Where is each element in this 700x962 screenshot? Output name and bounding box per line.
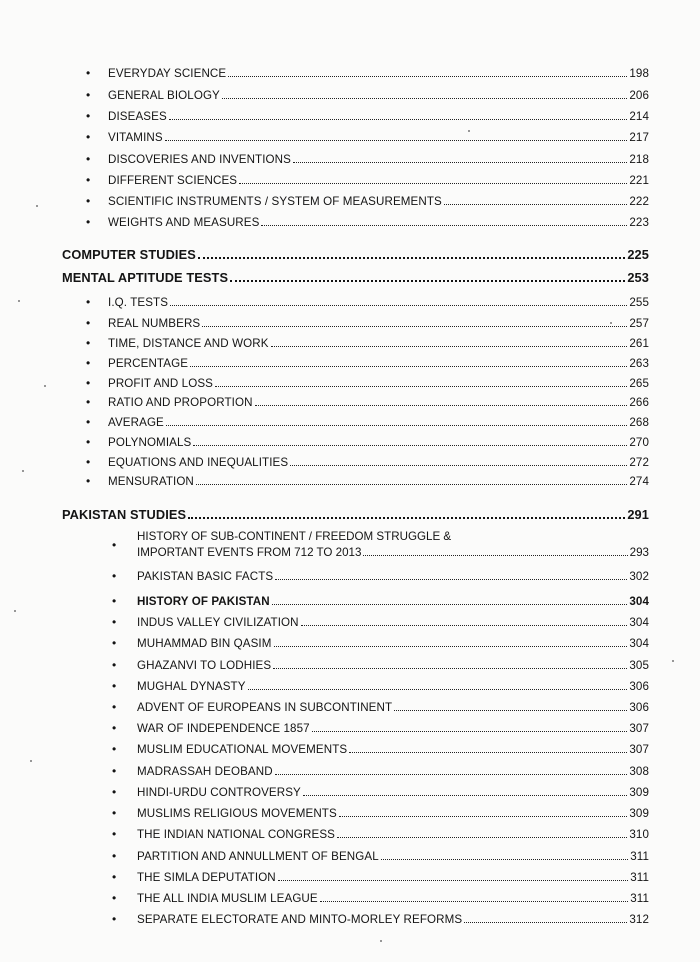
toc-item-page: 270 — [629, 436, 649, 449]
dot-leader — [255, 405, 628, 406]
bullet-icon: • — [86, 152, 91, 166]
toc-item-history-of-pakistan[interactable] — [112, 592, 649, 608]
toc-item-page: 257 — [629, 317, 649, 330]
toc-item-label: GHAZANVI TO LODHIES — [137, 659, 272, 672]
toc-item-national-congress[interactable] — [112, 825, 649, 841]
toc-item-page: 306 — [629, 701, 649, 714]
toc-item-label: MUSLIM EDUCATIONAL MOVEMENTS — [137, 743, 348, 756]
toc-item-simla-deputation[interactable] — [112, 868, 649, 884]
dot-leader — [320, 901, 628, 902]
toc-item-label: SEPARATE ELECTORATE AND MINTO-MORLEY REFORMS — [137, 913, 463, 926]
scan-speck — [610, 322, 612, 324]
bullet-icon: • — [112, 849, 117, 863]
dot-leader — [188, 517, 625, 519]
bullet-icon: • — [86, 356, 91, 370]
bullet-icon: • — [112, 569, 117, 583]
dot-leader — [349, 752, 627, 753]
toc-item-page: 310 — [629, 828, 649, 841]
scan-speck — [22, 470, 24, 472]
dot-leader — [339, 816, 628, 817]
toc-item-educational-movements[interactable] — [112, 740, 649, 756]
toc-item-diseases[interactable] — [86, 107, 649, 123]
dot-leader — [198, 257, 626, 259]
toc-item-label: TIME, DISTANCE AND WORK — [108, 337, 269, 350]
dot-leader — [301, 625, 628, 626]
dot-leader — [444, 204, 627, 205]
toc-item-page: 221 — [629, 174, 649, 187]
toc-item-page: 304 — [629, 595, 649, 608]
toc-item-page: 305 — [629, 659, 649, 672]
toc-item-war-of-independence[interactable] — [112, 719, 649, 735]
dot-leader — [193, 445, 627, 446]
toc-item-percentage[interactable] — [86, 354, 649, 370]
toc-item-label: PAKISTAN BASIC FACTS — [137, 570, 274, 583]
toc-item-mensuration[interactable] — [86, 472, 649, 488]
toc-item-label: SCIENTIFIC INSTRUMENTS / SYSTEM OF MEASUREMENTS — [108, 195, 442, 208]
toc-item-page: 218 — [629, 153, 649, 166]
toc-item-religious-movements[interactable] — [112, 804, 649, 820]
bullet-icon: • — [86, 316, 91, 330]
bullet-icon: • — [86, 455, 91, 469]
dot-leader — [290, 465, 627, 466]
toc-item-label: MADRASSAH DEOBAND — [137, 765, 273, 778]
toc-item-page: 311 — [630, 892, 649, 905]
toc-item-label: VITAMINS — [108, 131, 163, 144]
toc-item-page: 312 — [629, 913, 649, 926]
toc-item-equations-inequalities[interactable] — [86, 453, 649, 469]
toc-item-label: RATIO AND PROPORTION — [108, 396, 253, 409]
toc-item-time-distance-work[interactable] — [86, 334, 649, 350]
toc-item-page: 274 — [629, 475, 649, 488]
toc-item-page: 308 — [629, 765, 649, 778]
bullet-icon: • — [112, 594, 117, 608]
toc-item-iq-tests[interactable] — [86, 293, 649, 309]
toc-item-label: HINDI-URDU CONTROVERSY — [137, 786, 301, 799]
scan-speck — [380, 940, 382, 942]
bullet-icon: • — [86, 474, 91, 488]
toc-item-polynomials[interactable] — [86, 433, 649, 449]
toc-item-page: 311 — [630, 871, 649, 884]
toc-item-page: 307 — [629, 722, 649, 735]
toc-item-label: HISTORY OF PAKISTAN — [137, 595, 270, 608]
bullet-icon: • — [112, 679, 117, 693]
toc-item-page: 304 — [629, 637, 649, 650]
bullet-icon: • — [112, 891, 117, 905]
toc-item-label: ADVENT OF EUROPEANS IN SUBCONTINENT — [137, 701, 393, 714]
toc-item-label-line2: IMPORTANT EVENTS FROM 712 TO 2013 — [137, 546, 362, 559]
toc-item-profit-loss[interactable] — [86, 374, 649, 390]
toc-item-advent-europeans[interactable] — [112, 698, 649, 714]
toc-item-vitamins[interactable] — [86, 128, 649, 144]
toc-item-general-biology[interactable] — [86, 86, 649, 102]
toc-item-page: 307 — [629, 743, 649, 756]
toc-item-history-subcontinent[interactable] — [112, 530, 649, 559]
toc-item-partition-bengal[interactable] — [112, 847, 649, 863]
toc-item-page: 198 — [629, 67, 649, 80]
dot-leader — [381, 859, 628, 860]
dot-leader — [170, 305, 627, 306]
bullet-icon: • — [86, 215, 91, 229]
dot-leader — [261, 225, 627, 226]
toc-item-page: 255 — [629, 296, 649, 309]
dot-leader — [215, 386, 627, 387]
toc-item-label: DISEASES — [108, 110, 167, 123]
toc-item-page: 309 — [629, 786, 649, 799]
toc-item-scientific-instruments[interactable] — [86, 192, 649, 208]
toc-item-separate-electorate[interactable] — [112, 910, 649, 926]
bullet-icon: • — [86, 435, 91, 449]
bullet-icon: • — [86, 194, 91, 208]
toc-section-page: 225 — [627, 247, 649, 262]
dot-leader — [464, 922, 627, 923]
toc-item-label: MUHAMMAD BIN QASIM — [137, 637, 272, 650]
dot-leader — [363, 555, 627, 556]
bullet-icon: • — [86, 88, 91, 102]
toc-item-label: PROFIT AND LOSS — [108, 377, 214, 390]
toc-item-different-sciences[interactable] — [86, 171, 649, 187]
dot-leader — [196, 484, 627, 485]
dot-leader — [239, 183, 627, 184]
scan-speck — [672, 660, 674, 662]
bullet-icon: • — [86, 336, 91, 350]
toc-section-label: COMPUTER STUDIES — [62, 247, 196, 262]
toc-item-page: 293 — [629, 546, 649, 559]
toc-item-indus-valley[interactable] — [112, 613, 649, 629]
toc-item-page: 268 — [629, 416, 649, 429]
toc-item-muslim-league[interactable] — [112, 889, 649, 905]
toc-item-label: POLYNOMIALS — [108, 436, 192, 449]
bullet-icon: • — [112, 700, 117, 714]
dot-leader — [278, 880, 628, 881]
toc-item-ghazanvi-lodhies[interactable] — [112, 656, 649, 672]
toc-item-weights-measures[interactable] — [86, 213, 649, 229]
toc-section-label: PAKISTAN STUDIES — [62, 507, 187, 522]
toc-item-mughal-dynasty[interactable] — [112, 677, 649, 693]
dot-leader — [293, 162, 627, 163]
bullet-icon: • — [86, 415, 91, 429]
dot-leader — [303, 795, 627, 796]
scan-speck — [30, 760, 32, 762]
toc-item-page: 222 — [629, 195, 649, 208]
bullet-icon: • — [112, 827, 117, 841]
bullet-icon: • — [112, 806, 117, 820]
dot-leader — [394, 710, 627, 711]
toc-item-label: PERCENTAGE — [108, 357, 189, 370]
bullet-icon: • — [112, 870, 117, 884]
bullet-icon: • — [112, 615, 117, 629]
toc-item-average[interactable] — [86, 413, 649, 429]
toc-item-label: THE INDIAN NATIONAL CONGRESS — [137, 828, 335, 841]
toc-section-mental-aptitude[interactable] — [62, 267, 649, 285]
toc-section-label: MENTAL APTITUDE TESTS — [62, 270, 229, 285]
bullet-icon: • — [112, 721, 117, 735]
toc-section-computer-studies[interactable] — [62, 244, 649, 262]
toc-item-page: 265 — [629, 377, 649, 390]
dot-leader — [230, 280, 625, 282]
toc-item-hindi-urdu[interactable] — [112, 783, 649, 799]
toc-item-discoveries[interactable] — [86, 150, 649, 166]
toc-item-everyday-science[interactable] — [86, 64, 649, 80]
dot-leader — [274, 646, 628, 647]
dot-leader — [272, 604, 628, 605]
toc-item-label: WAR OF INDEPENDENCE 1857 — [137, 722, 310, 735]
scan-speck — [18, 300, 20, 302]
bullet-icon: • — [86, 130, 91, 144]
toc-item-label: INDUS VALLEY CIVILIZATION — [137, 616, 299, 629]
scan-speck — [44, 385, 46, 387]
toc-item-page: 266 — [629, 396, 649, 409]
dot-leader — [273, 668, 627, 669]
toc-item-page: 214 — [629, 110, 649, 123]
dot-leader — [165, 140, 628, 141]
bullet-icon: • — [86, 173, 91, 187]
dot-leader — [337, 837, 627, 838]
toc-item-page: 306 — [629, 680, 649, 693]
bullet-icon: • — [112, 636, 117, 650]
toc-item-label: I.Q. TESTS — [108, 296, 169, 309]
scan-speck — [468, 130, 470, 132]
toc-item-page: 272 — [629, 456, 649, 469]
scan-speck — [36, 205, 38, 207]
toc-item-page: 311 — [630, 850, 649, 863]
toc-item-page: 206 — [629, 89, 649, 102]
bullet-icon: • — [112, 742, 117, 756]
dot-leader — [202, 326, 627, 327]
toc-item-page: 304 — [629, 616, 649, 629]
toc-item-label: AVERAGE — [108, 416, 164, 429]
toc-item-label-line1: HISTORY OF SUB-CONTINENT / FREEDOM STRUGGLE & — [137, 530, 452, 543]
toc-item-label: DIFFERENT SCIENCES — [108, 174, 238, 187]
bullet-icon: • — [86, 66, 91, 80]
dot-leader — [190, 366, 627, 367]
toc-section-pakistan-studies[interactable] — [62, 504, 649, 522]
toc-item-label: PARTITION AND ANNULLMENT OF BENGAL — [137, 850, 379, 863]
dot-leader — [228, 76, 627, 77]
toc-section-page: 291 — [627, 507, 649, 522]
toc-item-madrassah-deoband[interactable] — [112, 762, 649, 778]
toc-item-label: THE ALL INDIA MUSLIM LEAGUE — [137, 892, 318, 905]
toc-item-label: REAL NUMBERS — [108, 317, 201, 330]
scan-speck — [14, 610, 16, 612]
bullet-icon: • — [112, 764, 117, 778]
dot-leader — [166, 425, 627, 426]
toc-item-label: GENERAL BIOLOGY — [108, 89, 220, 102]
dot-leader — [275, 774, 628, 775]
toc-item-page: 261 — [629, 337, 649, 350]
bullet-icon: • — [86, 295, 91, 309]
toc-item-muhammad-bin-qasim[interactable] — [112, 634, 649, 650]
bullet-icon: • — [112, 785, 117, 799]
dot-leader — [275, 579, 627, 580]
dot-leader — [169, 119, 628, 120]
toc-item-real-numbers[interactable] — [86, 314, 649, 330]
bullet-icon: • — [112, 912, 117, 926]
bullet-icon: • — [86, 376, 91, 390]
toc-item-label: DISCOVERIES AND INVENTIONS — [108, 153, 291, 166]
toc-item-page: 217 — [629, 131, 649, 144]
toc-item-label: THE SIMLA DEPUTATION — [137, 871, 276, 884]
toc-item-label: EVERYDAY SCIENCE — [108, 67, 227, 80]
toc-item-page: 223 — [629, 216, 649, 229]
toc-item-page: 309 — [629, 807, 649, 820]
toc-item-pakistan-basic-facts[interactable] — [112, 567, 649, 583]
dot-leader — [222, 98, 627, 99]
toc-item-label: MUGHAL DYNASTY — [137, 680, 246, 693]
bullet-icon: • — [112, 658, 117, 672]
toc-item-label: MENSURATION — [108, 475, 194, 488]
bullet-icon: • — [86, 109, 91, 123]
toc-item-page: 302 — [629, 570, 649, 583]
bullet-icon: • — [112, 538, 117, 552]
dot-leader — [312, 731, 628, 732]
toc-item-label: WEIGHTS AND MEASURES — [108, 216, 260, 229]
toc-section-page: 253 — [627, 270, 649, 285]
toc-item-page: 263 — [629, 357, 649, 370]
toc-item-label: EQUATIONS AND INEQUALITIES — [108, 456, 289, 469]
toc-item-ratio-proportion[interactable] — [86, 393, 649, 409]
dot-leader — [248, 689, 628, 690]
toc-item-label: MUSLIMS RELIGIOUS MOVEMENTS — [137, 807, 337, 820]
dot-leader — [271, 346, 628, 347]
bullet-icon: • — [86, 395, 91, 409]
